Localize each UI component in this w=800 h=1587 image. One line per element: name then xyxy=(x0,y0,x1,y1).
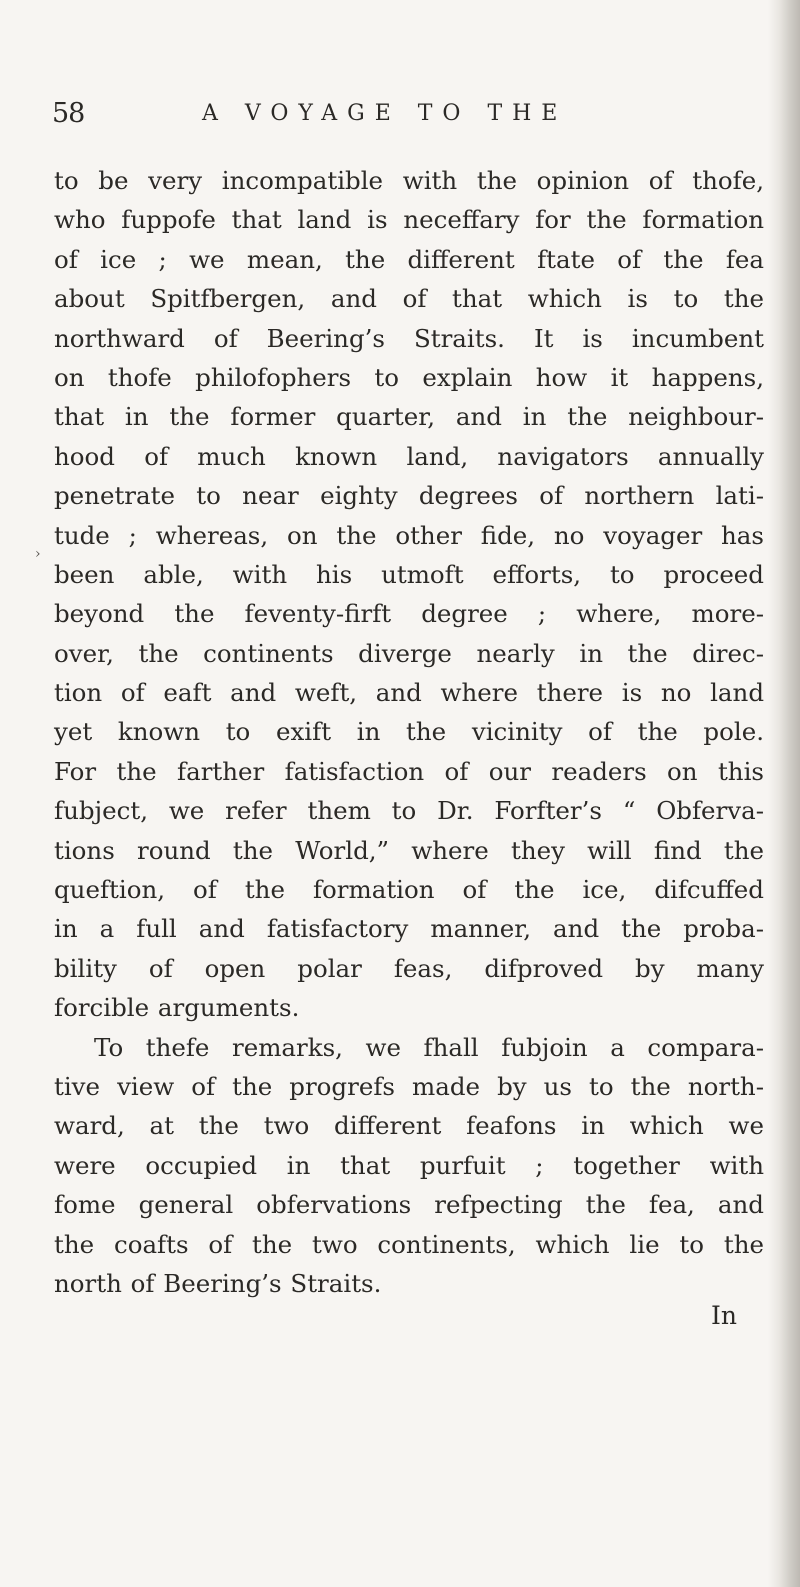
text-line: north of Beering’s Straits. xyxy=(54,1268,382,1298)
text-line: ward, at the two different feafons in which we xyxy=(54,1111,764,1141)
text-line: of ice ; we mean, the different ftate of the fea xyxy=(54,244,764,274)
text-line: beyond the feventy-firft degree ; where, more- xyxy=(54,599,764,629)
catchword: In xyxy=(711,1301,737,1330)
page-edge-shadow xyxy=(768,0,800,1587)
text-line: tions round the World,” where they will find the xyxy=(54,835,764,865)
text-line: who fuppofe that land is neceffary for the formation xyxy=(54,205,764,235)
text-line: hood of much known land, navigators annually xyxy=(54,441,764,471)
margin-mark: › xyxy=(35,546,41,562)
text-line: yet known to exift in the vicinity of the pole. xyxy=(54,717,764,747)
text-line: northward of Beering’s Straits. It is incumbent xyxy=(54,323,764,353)
page-header xyxy=(52,96,752,132)
text-line: tion of eaft and weft, and where there is no land xyxy=(54,678,764,708)
text-line: bility of open polar feas, difproved by many xyxy=(54,953,764,983)
text-line: For the farther fatisfaction of our readers on this xyxy=(54,756,764,786)
text-line: the coafts of the two continents, which lie to the xyxy=(54,1229,764,1259)
text-line: fome general obfervations refpecting the fea, and xyxy=(54,1190,764,1220)
text-line: to be very incompatible with the opinion of thofe, xyxy=(54,166,764,195)
text-line: tive view of the progrefs made by us to the north- xyxy=(54,1071,764,1101)
text-line: been able, with his utmoft efforts, to proceed xyxy=(54,559,764,589)
text-line: To thefe remarks, we fhall fubjoin a compara- xyxy=(94,1032,764,1062)
text-line: in a full and fatisfactory manner, and the proba- xyxy=(54,914,764,944)
text-line: over, the continents diverge nearly in the direc- xyxy=(54,638,764,668)
text-line: about Spitfbergen, and of that which is to the xyxy=(54,284,764,314)
text-line: forcible arguments. xyxy=(54,993,300,1023)
text-line: that in the former quarter, and in the neighbour- xyxy=(54,402,764,432)
text-line: fubject, we refer them to Dr. Forfter’s “ Obferva- xyxy=(54,796,764,826)
text-line: queftion, of the formation of the ice, difcuffed xyxy=(54,875,764,905)
text-line: were occupied in that purfuit ; together with xyxy=(54,1150,764,1180)
text-line: tude ; whereas, on the other fide, no voyager has xyxy=(54,520,764,550)
running-head: A VOYAGE TO THE xyxy=(202,101,568,126)
text-line: on thofe philofophers to explain how it happens, xyxy=(54,362,764,392)
body-text xyxy=(54,161,764,1303)
page-number: 58 xyxy=(52,98,85,129)
paragraph-2 xyxy=(54,1028,764,1304)
paragraph-1 xyxy=(54,161,764,1028)
text-line: penetrate to near eighty degrees of northern lati- xyxy=(54,481,764,511)
